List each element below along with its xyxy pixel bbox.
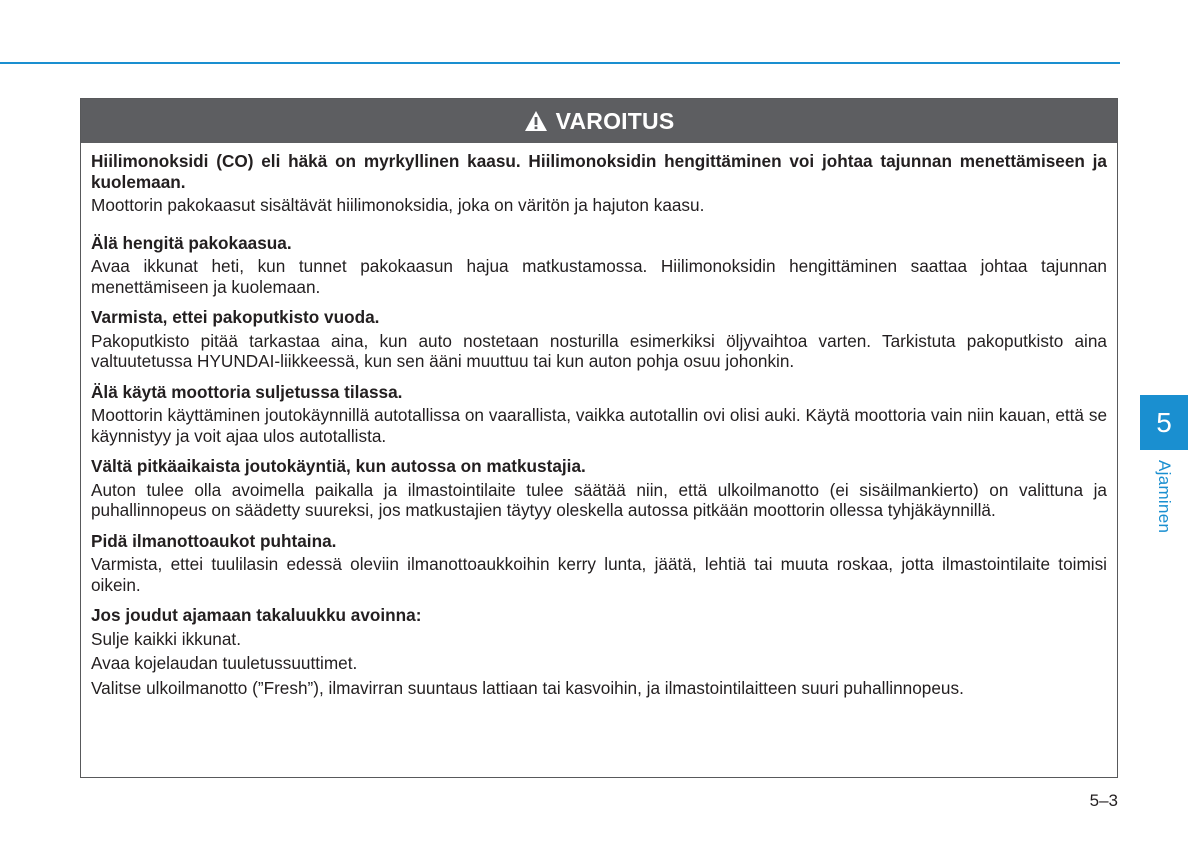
warning-box bbox=[80, 98, 1118, 778]
instruction-line: Avaa kojelaudan tuuletussuuttimet. bbox=[91, 653, 358, 673]
section-text: Moottorin käyttäminen joutokäynnillä autotallissa on vaarallista, vaikka autotallin ovi olisi auki. Käytä moottoria vain niin kauan, että se käynnistyy ja voit ajaa ulos autotallista. bbox=[91, 405, 1107, 446]
warning-title: VAROITUS bbox=[555, 107, 675, 134]
warning-section bbox=[91, 531, 1107, 596]
warning-header bbox=[81, 99, 1117, 143]
section-title: Hiilimonoksidi (CO) eli häkä on myrkyllinen kaasu. Hiilimonoksidin hengittäminen voi johtaa tajunnan menettämiseen ja kuolemaan. bbox=[91, 151, 1107, 192]
instruction-line: Sulje kaikki ikkunat. bbox=[91, 628, 241, 649]
section-title: Älä hengitä pakokaasua. bbox=[91, 232, 292, 253]
warning-body bbox=[81, 143, 1117, 698]
section-text: Varmista, ettei tuulilasin edessä oleviin ilmanottoaukkoihin kerry lunta, jäätä, lehtiä tai muuta roskaa, jotta ilmastointilaite toimisi oikein. bbox=[91, 554, 1107, 595]
chapter-tab: 5 bbox=[1140, 395, 1188, 450]
section-title: Jos joudut ajamaan takaluukku avoinna: bbox=[91, 605, 422, 625]
warning-section-last bbox=[91, 605, 1107, 698]
page-number: 5–3 bbox=[1089, 791, 1118, 810]
warning-section bbox=[91, 382, 1107, 447]
top-rule bbox=[0, 62, 1120, 64]
section-text: Avaa ikkunat heti, kun tunnet pakokaasun hajua matkustamossa. Hiilimonoksidin hengittäminen saattaa johtaa tajunnan menettämiseen ja kuolemaan. bbox=[91, 256, 1107, 297]
warning-section bbox=[91, 233, 1107, 298]
warning-section bbox=[91, 456, 1107, 521]
instruction-line: Valitse ulkoilmanotto (”Fresh”), ilmavirran suuntaus lattiaan tai kasvoihin, ja ilmastointilaitteen suuri puhallinnopeus. bbox=[91, 677, 964, 698]
chapter-title: Ajaminen bbox=[1155, 460, 1174, 534]
section-title: Älä käytä moottoria suljetussa tilassa. bbox=[91, 381, 403, 402]
warning-section-intro bbox=[91, 151, 1107, 216]
section-title: Pidä ilmanottoaukot puhtaina. bbox=[91, 530, 337, 551]
section-text: Moottorin pakokaasut sisältävät hiilimonoksidia, joka on väritön ja hajuton kaasu. bbox=[91, 195, 705, 215]
section-title: Vältä pitkäaikaista joutokäyntiä, kun autossa on matkustajia. bbox=[91, 456, 586, 476]
warning-triangle-icon bbox=[524, 110, 548, 132]
section-title: Varmista, ettei pakoputkisto vuoda. bbox=[91, 307, 380, 327]
warning-section bbox=[91, 307, 1107, 372]
section-text: Pakoputkisto pitää tarkastaa aina, kun auto nostetaan nosturilla esimerkiksi öljyvaihtoa varten. Tarkistuta pakoputkisto aina valtuutetussa HYUNDAI-liikkeessä, kun sen ääni muuttuu tai kun auton pohja osuu johonkin. bbox=[91, 330, 1107, 371]
section-text: Auton tulee olla avoimella paikalla ja ilmastointilaite tulee säätää niin, että ulkoilmanotto (ei sisäilmankierto) on valittuna ja puhallinnopeus on säädetty suureksi, jos matkustajien täytyy oleskella autossa pitkään moottorin ollessa tyhjäkäynnillä. bbox=[91, 479, 1107, 520]
